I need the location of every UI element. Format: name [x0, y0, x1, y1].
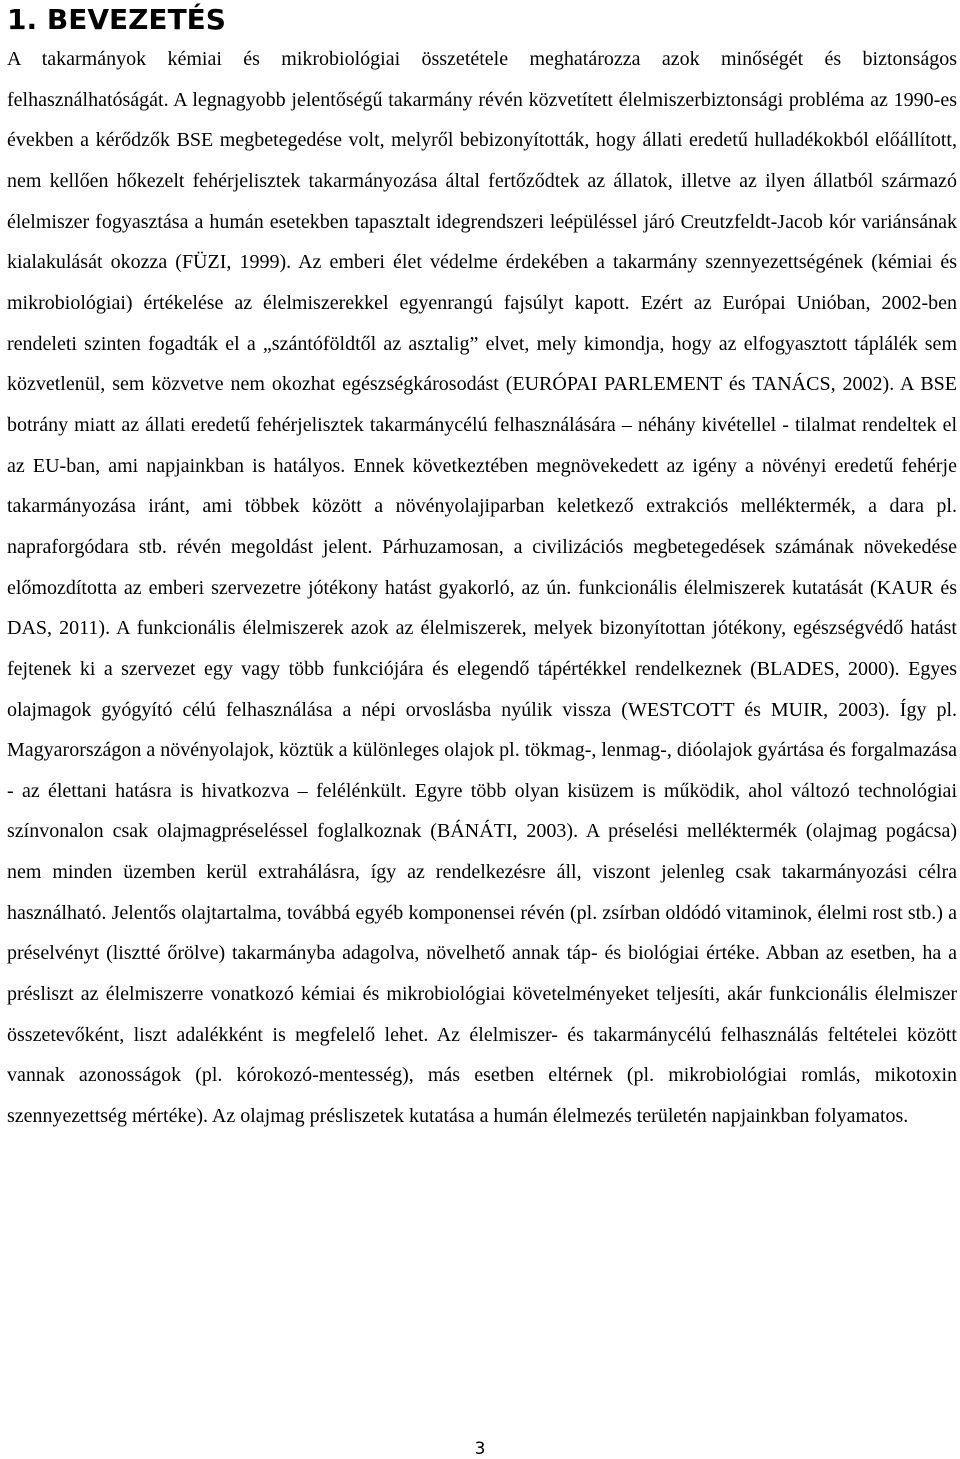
- page-number: 3: [474, 1439, 486, 1459]
- section-heading: 1. BEVEZETÉS: [7, 3, 226, 36]
- body-paragraph: A takarmányok kémiai és mikrobiológiai összetétele meghatározza azok minőségét és biztonságos felhasználhatóságát. A legnagyobb jelentőségű takarmány révén közvetített élelmiszerbiztonsági probléma az 1990-es években a kérődzők BSE megbetegedése volt, melyről bebizonyították, hogy állati eredetű hulladékokból előállított, nem kellően hőkezelt fehérjelisztek takarmányozása által fertőződtek az állatok, illetve az ilyen állatból származó élelmiszer fogyasztása a humán esetekben tapasztalt idegrendszeri leépüléssel járó Creutzfeldt-Jacob kór variánsának kialakulását okozza (FÜZI, 1999). Az emberi élet védelme érdekében a takarmány szennyezettségének (kémiai és mikrobiológiai) értékelése az élelmiszerekkel egyenrangú fajsúlyt kapott. Ezért az Európai Unióban, 2002-ben rendeleti szinten fogadták el a „szántóföldtől az asztalig” elvet, mely kimondja, hogy az elfogyasztott táplálék sem közvetlenül, sem közvetve nem okozhat egészségkárosodást (EURÓPAI PARLEMENT és TANÁCS, 2002). A BSE botrány miatt az állati eredetű fehérjelisztek takarmánycélú felhasználására – néhány kivétellel - tilalmat rendeltek el az EU-ban, ami napjainkban is hatályos. Ennek következtében megnövekedett az igény a növényi eredetű fehérje takarmányozása iránt, ami többek között a növényolajiparban keletkező extrakciós melléktermék, a dara pl. napraforgódara stb. révén megoldást jelent. Párhuzamosan, a civilizációs megbetegedések számának növekedése előmozdította az emberi szervezetre jótékony hatást gyakorló, az ún. funkcionális élelmiszerek kutatását (KAUR és DAS, 2011). A funkcionális élelmiszerek azok az élelmiszerek, melyek bizonyítottan jótékony, egészségvédő hatást fejtenek ki a szervezet egy vagy több funkciójára és elegendő tápértékkel rendelkeznek (BLADES, 2000). Egyes olajmagok gyógyító célú felhasználása a népi orvoslásba nyúlik vissza (WESTCOTT és MUIR, 2003). Így pl. Magyarországon a növényolajok, köztük a különleges olajok pl. tökmag-, lenmag-, dióolajok gyártása és forgalmazása - az élettani hatásra is hivatkozva – felélénkült. Egyre több olyan kisüzem is működik, ahol változó technológiai színvonalon csak olajmagpréseléssel foglalkoznak (BÁNÁTI, 2003). A préselési melléktermék (olajmag pogácsa) nem minden üzemben kerül extrahálásra, így az rendelkezésre áll, viszont jelenleg csak takarmányozási célra használható. Jelentős olajtartalma, továbbá egyéb komponensei révén (pl. zsírban oldódó vitaminok, élelmi rost stb.) a préselvényt (lisztté őrölve) takarmányba adagolva, növelhető annak táp- és biológiai értéke. Abban az esetben, ha a présliszt az élelmiszerre vonatkozó kémiai és mikrobiológiai követelményeket teljesíti, akár funkcionális élelmiszer összetevőként, liszt adalékként is megfelelő lehet. Az élelmiszer- és takarmánycélú felhasználás feltételei között vannak azonosságok (pl. kórokozó-mentesség), más esetben eltérnek (pl. mikrobiológiai romlás, mikotoxin szennyezettség mértéke). Az olajmag présliszetek kutatása a humán élelmezés területén napjainkban folyamatos.: [7, 48, 957, 1128]
